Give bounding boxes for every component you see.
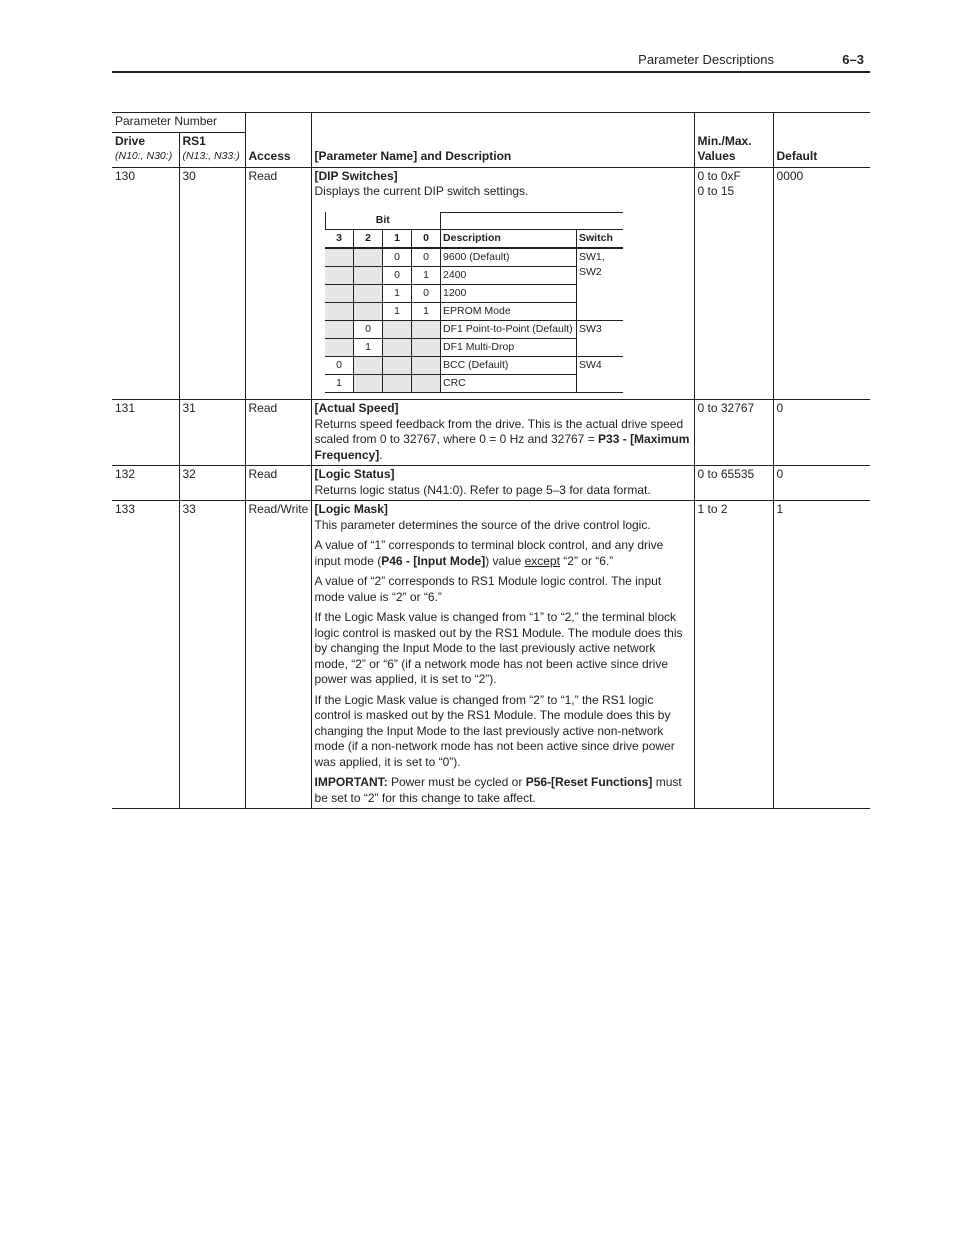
default-value: 0 — [773, 466, 870, 501]
description-cell — [311, 466, 694, 501]
minmax-values: 1 to 2 — [694, 501, 773, 809]
table-row — [112, 466, 870, 501]
access: Read/Write — [245, 501, 311, 809]
parameter-number-header: Parameter Number — [112, 113, 245, 133]
minmax-values: 0 to 0xF 0 to 15 — [694, 167, 773, 400]
bit-header: Bit — [325, 212, 441, 230]
dip-row: 0 DF1 Point-to-Point (Default) SW3 — [325, 321, 623, 339]
access: Read — [245, 466, 311, 501]
parameter-table — [112, 112, 870, 809]
description-paragraph: A value of “2” corresponds to RS1 Module logic control. The input mode value is “2” or “6.” — [314, 574, 662, 604]
parameter-description: Displays the current DIP switch settings. — [314, 184, 529, 198]
drive-number: 130 — [112, 167, 179, 400]
dip-row: 0 1 2400 — [325, 267, 623, 285]
drive-number: 133 — [112, 501, 179, 809]
dip-row: 1 DF1 Multi-Drop — [325, 339, 623, 357]
description-cell — [311, 400, 694, 466]
default-value: 1 — [773, 501, 870, 809]
rs1-number: 33 — [179, 501, 245, 809]
default-header: Default — [776, 149, 818, 163]
description-paragraph: A value of “1” corresponds to terminal block control, and any drive input mode (P46 - [Input Mode]) value except “2” or “6.” — [314, 538, 664, 568]
parameter-description: Returns speed feedback from the drive. This is the actual drive speed scaled from 0 to 32767, where 0 = 0 Hz and 32767 = P33 - [Maximum Frequency]. — [314, 416, 690, 462]
rs1-number: 32 — [179, 466, 245, 501]
dip-row: 1 1 EPROM Mode — [325, 303, 623, 321]
dip-description-header: Description — [441, 230, 577, 249]
page-header — [112, 50, 870, 73]
bit-3-header: 3 — [325, 230, 354, 249]
table-row — [112, 501, 870, 809]
description-paragraph: If the Logic Mask value is changed from “1” to “2,” the terminal block logic control is masked out by the RS1 Module. The module does this by changing the Input Mode to the last previously active network mode, “2” or “6” (if a network mode has not been active since drive power was applied, it is set to “2”). — [314, 610, 683, 686]
table-row — [112, 400, 870, 466]
minmax-values: 0 to 32767 — [694, 400, 773, 466]
bit-1-header: 1 — [383, 230, 412, 249]
name-description-header: [Parameter Name] and Description — [314, 149, 512, 163]
bit-0-header: 0 — [412, 230, 441, 249]
description-paragraph: This parameter determines the source of the drive control logic. — [314, 517, 651, 532]
rs1-header: RS1 (N13:, N33:) — [179, 132, 245, 167]
minmax-header: Min./Max. Values — [694, 113, 773, 168]
rs1-number: 31 — [179, 400, 245, 466]
dip-row: 0 BCC (Default) SW4 — [325, 357, 623, 375]
table-row — [112, 167, 870, 400]
dip-switch-table — [325, 212, 624, 394]
description-paragraph: If the Logic Mask value is changed from “2” to “1,” the RS1 logic control is masked out by the RS1 Module. The module does this by changing the Input Mode to the last previously active non-network mode (if a non-network mode has not been active since drive power was applied, it is set to “0”). — [314, 692, 675, 769]
dip-row: 1 0 1200 — [325, 285, 623, 303]
access-header: Access — [248, 149, 291, 163]
drive-number: 132 — [112, 466, 179, 501]
important-note: IMPORTANT: Power must be cycled or P56-[Reset Functions] must be set to “2” for this change to take affect. — [314, 775, 682, 805]
drive-number: 131 — [112, 400, 179, 466]
parameter-name: [Logic Mask] — [314, 502, 388, 516]
access: Read — [245, 167, 311, 400]
section-title: Parameter Descriptions — [638, 52, 774, 67]
parameter-description: Returns logic status (N41:0). Refer to page 5–3 for data format. — [314, 482, 651, 497]
default-value: 0 — [773, 400, 870, 466]
bit-2-header: 2 — [354, 230, 383, 249]
dip-switch-header: Switch — [577, 230, 624, 249]
parameter-name: [Actual Speed] — [314, 401, 399, 415]
dip-row: 1 CRC — [325, 375, 623, 393]
description-cell — [311, 501, 694, 809]
minmax-values: 0 to 65535 — [694, 466, 773, 501]
page-number: 6–3 — [842, 52, 864, 67]
table-header-row-1 — [112, 113, 870, 133]
description-cell — [311, 167, 694, 400]
drive-header: Drive (N10:, N30:) — [115, 133, 173, 162]
default-value: 0000 — [773, 167, 870, 400]
parameter-name: [Logic Status] — [314, 467, 395, 481]
rs1-number: 30 — [179, 167, 245, 400]
parameter-name: [DIP Switches] — [314, 168, 398, 183]
dip-row: 0 0 9600 (Default) SW1, SW2 — [325, 248, 623, 267]
access: Read — [245, 400, 311, 466]
